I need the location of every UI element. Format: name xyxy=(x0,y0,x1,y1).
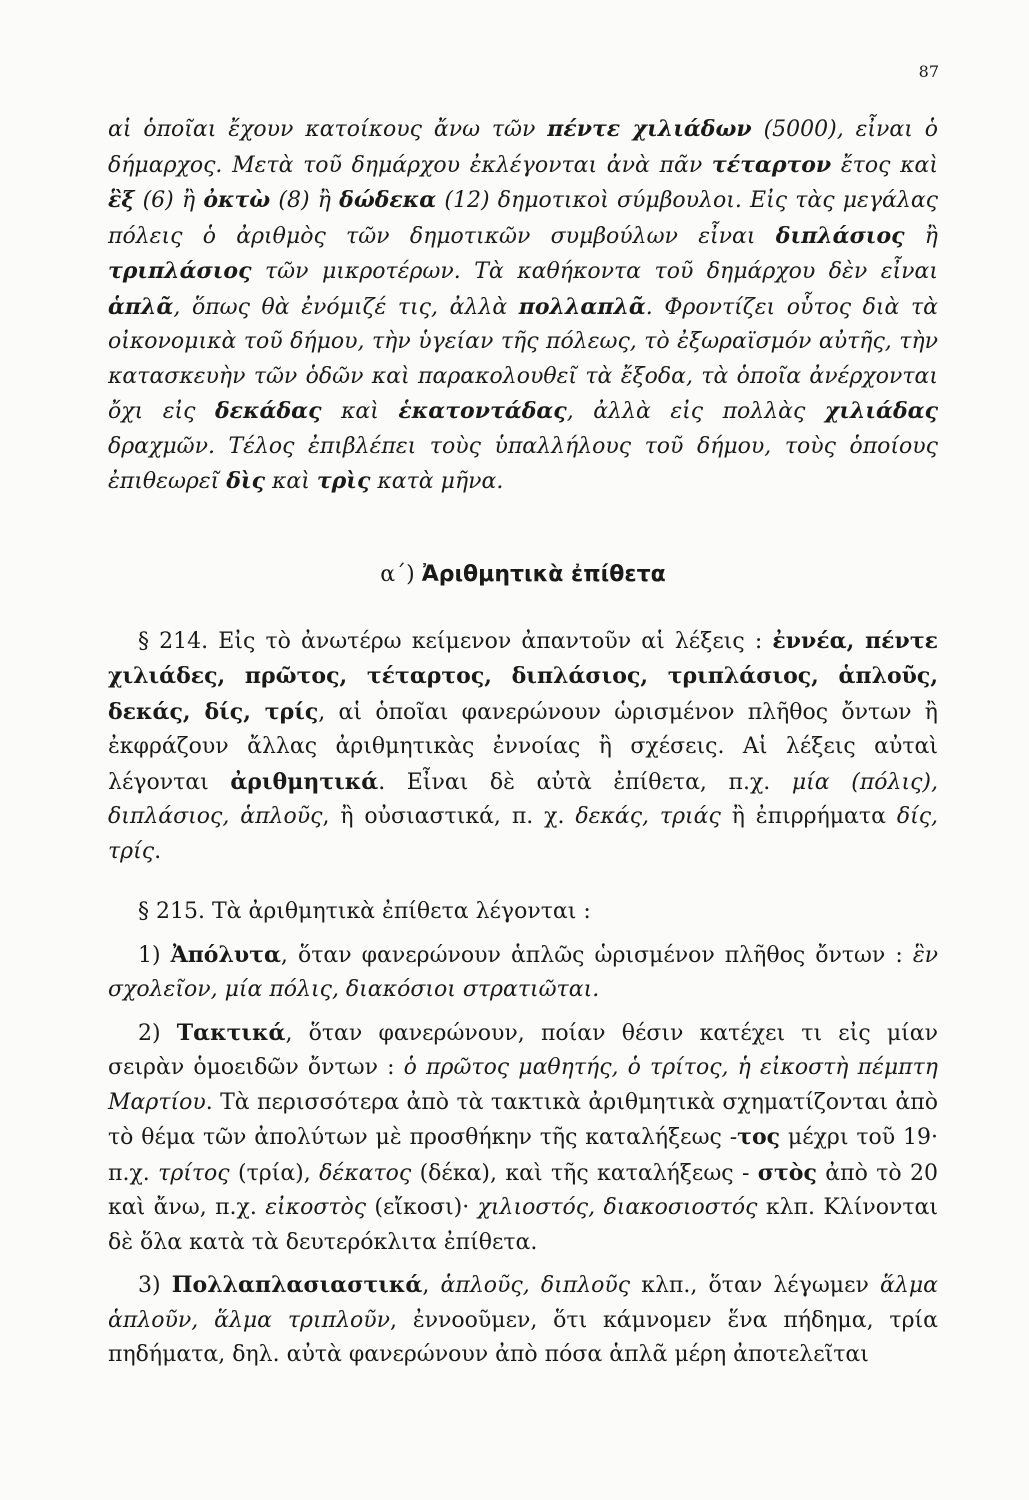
list-item-multiplicative xyxy=(108,1268,938,1373)
text-run: εἰκοστὸς xyxy=(265,1195,367,1220)
text-run: (12) δημοτικοὶ σύμβουλοι. Εἰς τὰς μεγάλας πόλεις ὁ ἀριθμὸς τῶν δημοτικῶν συμβούλων εἶναι xyxy=(108,188,938,249)
text-run: χιλιοστός, διακοσιοστός xyxy=(477,1195,758,1220)
text-run: 3) xyxy=(138,1273,172,1298)
text-run: αἱ ὁποῖαι ἔχουν κατοίκους ἄνω τῶν xyxy=(108,117,548,142)
text-run: κλπ. Κλίνονται δὲ ὅλα κατὰ τὰ δευτερόκλιτα ἐπίθετα. xyxy=(108,1195,939,1255)
text-run: χιλιάδας xyxy=(824,398,938,424)
text-run: ὁ πρῶτος μαθητής, ὁ τρίτος, ἡ εἰκοστὴ πέμπτη Μαρτίου xyxy=(108,1055,938,1115)
text-run: , ὅπως θὰ ἐνόμιζέ τις, ἀλλὰ xyxy=(173,294,519,320)
text-run: ἓν σχολεῖον, μία πόλις, διακόσιοι στρατιῶται. xyxy=(108,942,938,1002)
text-run: , ὅταν φανερώνουν ἁπλῶς ὡρισμένον πλῆθος ὄντων : xyxy=(280,942,913,968)
text-run: (6) ἢ xyxy=(134,188,204,213)
text-run: κατὰ μῆνα. xyxy=(370,469,504,494)
text-run: ἢ ἐπιρρήματα xyxy=(720,804,897,829)
paragraph-214 xyxy=(108,624,938,870)
text-run: ἓξ xyxy=(108,187,135,213)
text-run: τριπλάσιος xyxy=(108,258,252,284)
text-run: , xyxy=(422,1273,441,1298)
text-run: μέχρι τοῦ 19· π.χ. xyxy=(108,1125,939,1186)
intro-paragraph xyxy=(108,112,938,500)
text-run: , αἱ ὁποῖαι φανερώνουν ὡρισμένον πλῆθος ὄντων ἢ ἐκφράζουν ἄλλας ἀριθμητικὰς ἐννοίας ἢ σχέσεις. Αἱ λέξεις αὐταὶ λέγονται xyxy=(108,699,938,795)
text-run: τρὶς xyxy=(316,468,371,494)
text-run: Τακτικά xyxy=(176,1019,286,1046)
text-run: , ἢ οὐσιαστικά, π. χ. xyxy=(322,804,576,829)
text-run: ἑκατοντάδας xyxy=(398,398,567,424)
text-run: Ἀπόλυτα xyxy=(170,941,281,968)
text-run: δραχμῶν. Τέλος ἐπιβλέπει τοὺς ὑπαλλήλους τοῦ δήμου, τοὺς ὁποίους ἐπιθεωρεῖ xyxy=(108,433,938,494)
text-run: ἀριθμητικά xyxy=(230,768,379,795)
text-run: ὀκτὼ xyxy=(203,187,271,213)
text-run: , ὅταν φανερώνουν, ποίαν θέσιν κατέχει τι εἰς μίαν σειρὰν ὁμοειδῶν ὄντων : xyxy=(108,1020,938,1080)
text-run: τῶν μικροτέρων. Τὰ καθήκοντα τοῦ δημάρχου δὲν εἶναι xyxy=(251,259,938,284)
text-run: . xyxy=(154,838,162,864)
text-run: καὶ xyxy=(264,469,317,494)
text-run: § 215. Τὰ ἀριθμητικὰ ἐπίθετα λέγονται : xyxy=(138,899,591,924)
text-run: . Τὰ περισσότερα ἀπὸ τὰ τακτικὰ ἀριθμητικὰ σχηματίζονται ἀπὸ τὸ θέμα τῶν ἀπολύτων μὲ προσθήκην τῆς καταλήξεως - xyxy=(108,1089,938,1150)
text-run: δεκάς, τριάς xyxy=(575,804,721,829)
text-run: δίς, τρίς xyxy=(108,804,939,864)
text-run: ἔτος καὶ xyxy=(831,152,938,178)
section-heading-prefix: α΄) xyxy=(380,561,415,587)
text-run: δώδεκα xyxy=(339,187,437,213)
text-run: . Φροντίζει οὗτος διὰ τὰ οἰκονομικὰ τοῦ δήμου, τὴν ὑγείαν τῆς πόλεως, τὸ ἐξωραϊσμόν αὐτῆς, τὴν κατασκευὴν τῶν ὁδῶν καὶ παρακολουθεῖ τὰ ἔξοδα, τὰ ὁποῖα ἀνέρχονται ὄχι εἰς xyxy=(108,294,938,424)
text-run: στὸς xyxy=(757,1159,817,1186)
page-number: 87 xyxy=(918,62,939,81)
text-run: τος xyxy=(737,1124,781,1150)
text-run: Πολλαπλασιαστικά xyxy=(171,1272,423,1298)
text-run: (8) ἢ xyxy=(270,188,340,213)
text-run: ἁπλοῦς, διπλοῦς xyxy=(440,1273,631,1298)
text-run: (τρία), xyxy=(229,1160,320,1186)
text-run: ἀπὸ τὸ 20 καὶ ἄνω, π.χ. xyxy=(108,1160,938,1220)
section-heading xyxy=(108,560,938,590)
text-run: 1) xyxy=(138,942,171,968)
text-run: πέντε χιλιάδων xyxy=(547,116,752,142)
text-run: ἢ xyxy=(904,223,938,249)
text-run: (δέκα), καὶ τῆς καταλήξεως - xyxy=(411,1160,758,1186)
text-run: δὶς xyxy=(226,468,265,494)
text-run: δεκάδας xyxy=(215,398,322,424)
text-run: ἅλμα ἁπλοῦν, ἅλμα τριπλοῦν xyxy=(108,1273,938,1333)
text-run: καὶ xyxy=(321,399,399,424)
list-item-ordinal xyxy=(108,1016,938,1261)
text-run: ἁπλᾶ xyxy=(108,293,174,320)
text-run: (5000), εἶναι ὁ δήμαρχος. Μετὰ τοῦ δημάρχου ἐκλέγονται ἀνὰ πᾶν xyxy=(108,117,938,178)
text-run: , ἀλλὰ εἰς πολλὰς xyxy=(566,399,825,424)
text-run: τέταρτον xyxy=(711,151,832,178)
text-run: δέκατος xyxy=(319,1160,412,1186)
text-run: 2) xyxy=(138,1020,177,1046)
page-body xyxy=(108,112,938,1373)
text-run: τρίτος xyxy=(158,1160,230,1186)
paragraph-215 xyxy=(108,895,938,930)
text-run: διπλάσιος xyxy=(775,222,905,249)
text-run: (εἴκοσι)· xyxy=(366,1195,478,1220)
text-run: § 214. Εἰς τὸ ἀνωτέρω κείμενον ἀπαντοῦν αἱ λέξεις : xyxy=(138,628,773,654)
text-run: , ἐννοοῦμεν, ὅτι κάμνομεν ἕνα πήδημα, τρία πηδήματα, δηλ. αὐτὰ φανερώνουν ἀπὸ πόσα ἁπλᾶ μέρη ἀποτελεῖται xyxy=(108,1307,939,1367)
text-run: ἐννέα, πέντε χιλιάδες, πρῶτος, τέταρτος, διπλάσιος, τριπλάσιος, ἁπλοῦς, δεκάς, δίς, τρίς xyxy=(108,627,938,725)
section-heading-label: Ἀριθμητικὰ ἐπίθετα xyxy=(421,561,666,587)
text-run: πολλαπλᾶ xyxy=(518,293,646,320)
text-run: μία (πόλις), διπλάσιος, ἁπλοῦς xyxy=(108,769,938,829)
text-run: . Εἶναι δὲ αὐτὰ ἐπίθετα, π.χ. xyxy=(378,769,792,795)
text-run: κλπ., ὅταν λέγωμεν xyxy=(630,1273,881,1298)
list-item-absolute xyxy=(108,938,938,1008)
